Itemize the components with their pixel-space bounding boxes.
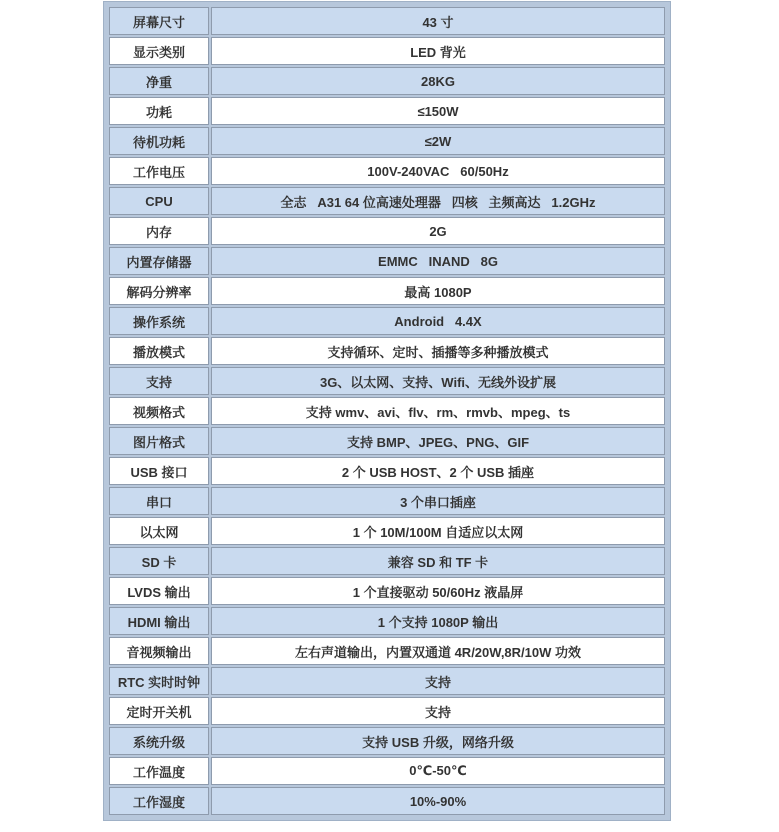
table-row [109,277,665,305]
spec-label-cell [109,337,209,365]
spec-value: 左右声道输出，内置双通道 4R/20W,8R/10W 功效 [294,644,582,660]
spec-value: 43 寸 [422,14,454,30]
spec-value: 最高 1080P [404,284,472,300]
spec-value-cell [211,487,665,515]
spec-value: EMMC INAND 8G [378,253,498,269]
spec-value: 支持循环、定时、插播等多种播放模式 [327,344,549,360]
spec-label: 支持 [145,374,172,390]
spec-label-cell [109,37,209,65]
spec-value: 兼容 SD 和 TF 卡 [387,554,489,570]
table-row [109,547,665,575]
spec-value: ≤150W [417,103,459,119]
spec-value-cell [211,307,665,335]
spec-value-cell [211,667,665,695]
spec-label: 以太网 [139,524,179,540]
spec-value-cell [211,637,665,665]
table-row [109,97,665,125]
spec-value-cell [211,277,665,305]
spec-value-cell [211,727,665,755]
spec-label-cell [109,547,209,575]
spec-label-cell [109,787,209,815]
table-row [109,517,665,545]
table-row [109,457,665,485]
spec-label: 净重 [145,74,172,90]
table-row [109,757,665,785]
spec-label: 串口 [145,494,172,510]
spec-value-cell [211,337,665,365]
table-row [109,427,665,455]
spec-value-cell [211,457,665,485]
spec-label: 显示类别 [132,44,185,60]
spec-label-cell [109,757,209,785]
spec-value: 1 个直接驱动 50/60Hz 液晶屏 [352,584,524,600]
spec-label-cell [109,187,209,215]
table-row [109,67,665,95]
spec-value-cell [211,97,665,125]
spec-value: 2G [429,223,447,239]
spec-value-cell [211,427,665,455]
spec-label: RTC 实时时钟 [117,674,201,690]
spec-label-cell [109,397,209,425]
spec-label: 操作系统 [132,314,185,330]
spec-label-cell [109,127,209,155]
table-row [109,697,665,725]
table-row [109,307,665,335]
spec-value-cell [211,67,665,95]
spec-value-cell [211,367,665,395]
spec-label-cell [109,607,209,635]
spec-value-cell [211,757,665,785]
spec-label-cell [109,367,209,395]
spec-label-cell [109,97,209,125]
spec-label-cell [109,277,209,305]
spec-label-cell [109,637,209,665]
spec-label: 定时开关机 [126,704,192,720]
spec-value: 支持 [424,704,451,720]
spec-value-cell [211,397,665,425]
spec-value: 2 个 USB HOST、2 个 USB 插座 [341,464,535,480]
spec-label-cell [109,307,209,335]
table-row [109,127,665,155]
spec-value-cell [211,517,665,545]
spec-label: USB 接口 [130,464,188,480]
table-row [109,37,665,65]
spec-label: 视频格式 [132,404,185,420]
spec-value: 支持 [424,674,451,690]
spec-label-cell [109,217,209,245]
spec-value-cell [211,127,665,155]
table-row [109,487,665,515]
spec-label: 播放模式 [132,344,185,360]
spec-label-cell [109,457,209,485]
spec-label-cell [109,577,209,605]
spec-label: 音视频输出 [126,644,192,660]
spec-label: HDMI 输出 [127,614,191,630]
spec-value-cell [211,247,665,275]
spec-value-cell [211,607,665,635]
spec-label: 屏幕尺寸 [132,14,185,30]
spec-value-cell [211,577,665,605]
spec-label: 工作湿度 [132,794,185,810]
spec-value: ≤2W [424,133,452,149]
spec-label-cell [109,487,209,515]
table-row [109,637,665,665]
spec-label: 工作温度 [132,764,185,780]
table-row [109,217,665,245]
spec-label: 内存 [145,224,172,240]
spec-label: 工作电压 [132,164,185,180]
spec-value: 支持 wmv、avi、flv、rm、rmvb、mpeg、ts [305,404,571,420]
spec-value-cell [211,157,665,185]
table-row [109,7,665,35]
spec-label: 功耗 [145,104,172,120]
spec-value: 10%-90% [409,793,467,809]
spec-value: 1 个支持 1080P 输出 [377,614,499,630]
spec-value: 支持 BMP、JPEG、PNG、GIF [346,434,530,450]
spec-label: CPU [145,193,173,209]
spec-value: 全志 A31 64 位高速处理器 四核 主频高达 1.2GHz [280,194,596,210]
spec-label: 内置存储器 [126,254,192,270]
table-row [109,667,665,695]
spec-value: 1 个 10M/100M 自适应以太网 [352,524,524,540]
spec-value: 0℃-50℃ [409,763,467,778]
spec-value: 3 个串口插座 [400,494,476,510]
spec-value-cell [211,217,665,245]
table-row [109,157,665,185]
spec-label-cell [109,67,209,95]
spec-value: 3G、以太网、支持、Wifi、无线外设扩展 [319,374,557,390]
spec-value-cell [211,37,665,65]
table-row [109,337,665,365]
spec-value: 支持 USB 升级，网络升级 [362,734,514,750]
table-row [109,577,665,605]
spec-label: LVDS 输出 [127,584,191,600]
spec-label-cell [109,427,209,455]
spec-value: Android 4.4X [394,313,482,329]
table-row [109,397,665,425]
spec-value: 28KG [421,73,455,89]
spec-value-cell [211,547,665,575]
spec-label: 图片格式 [132,434,185,450]
spec-table [107,5,667,817]
spec-label-cell [109,517,209,545]
spec-label: 系统升级 [132,734,185,750]
spec-value-cell [211,787,665,815]
table-row [109,607,665,635]
spec-label: SD 卡 [141,554,177,570]
table-row [109,727,665,755]
spec-table-body [109,7,665,815]
spec-label: 待机功耗 [132,134,185,150]
table-row [109,367,665,395]
spec-label-cell [109,667,209,695]
spec-table-frame [103,1,671,821]
spec-value: 100V-240VAC 60/50Hz [367,163,509,179]
spec-label-cell [109,7,209,35]
spec-label: 解码分辨率 [126,284,192,300]
spec-value: LED 背光 [410,44,466,60]
spec-label-cell [109,157,209,185]
spec-label-cell [109,727,209,755]
spec-value-cell [211,7,665,35]
table-row [109,787,665,815]
spec-value-cell [211,187,665,215]
spec-label-cell [109,247,209,275]
table-row [109,187,665,215]
spec-label-cell [109,697,209,725]
table-row [109,247,665,275]
spec-value-cell [211,697,665,725]
